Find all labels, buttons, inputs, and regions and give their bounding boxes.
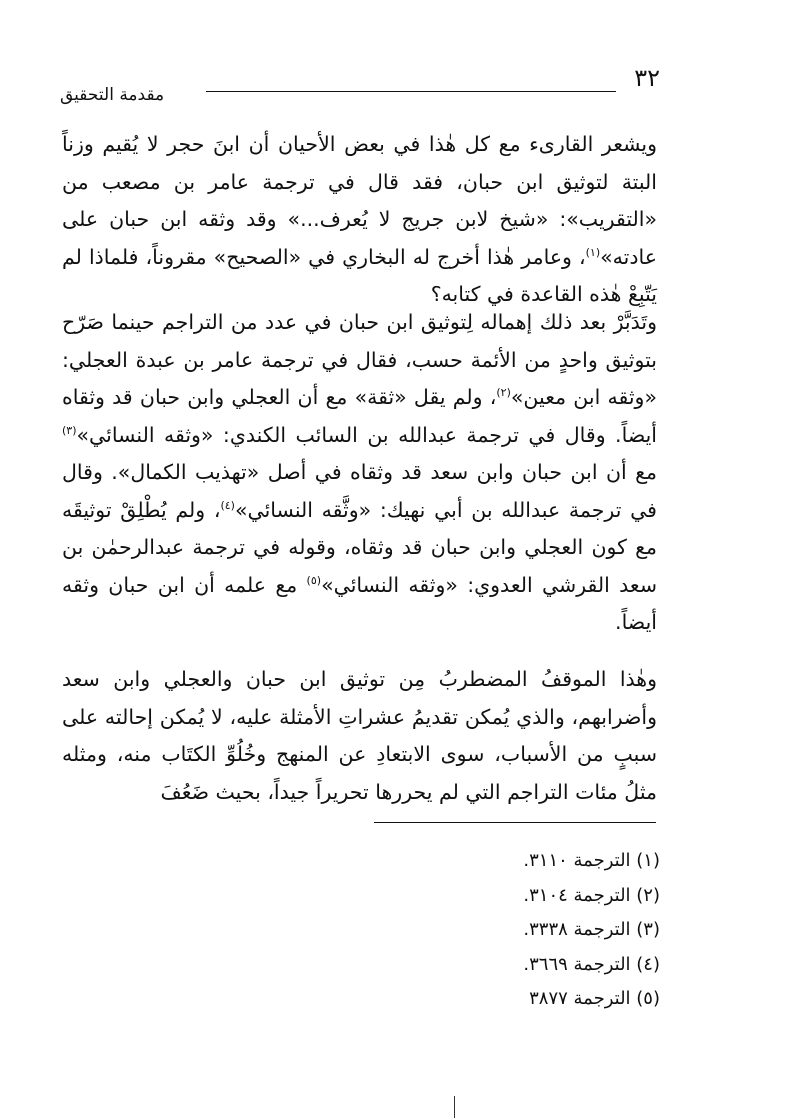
paragraph-1-text-a: ويشعر القارىء مع كل هٰذا في بعض الأحيان أن ابنَ حجر لا يُقيم وزناً البتة لتوثيق ابن حبان، فقد قال في ترجمة عامر بن مصعب من «التقريب»: «شيخ لابن جريج لا يُعرف...» وقد وثقه ابن حبان على عادته»	[62, 132, 657, 269]
page-number: ٣٢	[634, 64, 660, 92]
footnote-ref-1: (١)	[585, 245, 601, 259]
paragraph-2	[62, 304, 657, 642]
footnote-ref-5: (٥)	[306, 573, 322, 587]
paragraph-1-text-b: ، وعامر هٰذا أخرج له البخاري في «الصحيح» مقروناً، فلماذا لم يَتّبِعْ هٰذه القاعدة في كتابه؟	[62, 244, 657, 306]
footnote-separator	[374, 822, 656, 823]
footnote-ref-4: (٤)	[220, 498, 235, 512]
header-rule	[206, 91, 616, 92]
paragraph-2-text-e: مع علمه أن ابن حبان وثقه أيضاً.	[62, 572, 657, 634]
footnote-ref-2: (٢)	[496, 386, 511, 400]
paragraph-1	[62, 126, 657, 314]
running-title: مقدمة التحقيق	[60, 85, 165, 105]
footnote-5: (٥) الترجمة ٣٨٧٧	[529, 988, 660, 1009]
footnote-2: (٢) الترجمة ٣١٠٤.	[523, 884, 660, 906]
paragraph-3-text: وهٰذا الموقفُ المضطربُ مِن توثيق ابن حبان والعجلي وابن سعد وأضرابهم، والذي يُمكن تقديمُ عشراتِ الأمثلة عليه، لا يُمكن إحالته على سببٍ من الأسباب، سوى الابتعادِ عن المنهج وخُلُوِّ الكتَاب منه، ومثله مثلُ مئات التراجم التي لم يحررها تحريراً جيداً، بحيث ضَعُفَ	[62, 667, 657, 804]
scan-mark	[454, 1096, 455, 1118]
footnote-4: (٤) الترجمة ٣٦٦٩.	[523, 953, 660, 975]
paragraph-2-text-c: مع أن ابن حبان وابن سعد قد وثقاه في أصل «تهذيب الكمال». وقال في ترجمة عبدالله بن أبي نهيك: «وثَّقه النسائي»	[62, 460, 657, 522]
footnotes-list	[400, 844, 660, 1017]
footnote-3: (٣) الترجمة ٣٣٣٨.	[523, 919, 660, 940]
footnote-1: (١) الترجمة ٣١١٠.	[523, 850, 660, 871]
footnote-ref-3: (٣)	[62, 423, 77, 437]
paragraph-2-text-a: وتَدَبَّرْ بعد ذلك إهماله لِتوثيق ابن حبان في عدد من التراجم حينما صَرّح بتوثيق واحدٍ من الأئمة حسب، فقال في ترجمة عامر بن عبدة العجلي: «وثقه ابن معين»	[62, 310, 657, 409]
paragraph-3	[62, 661, 657, 811]
paragraph-2-text-d: ، ولم يُطْلِقْ توثيقَه مع كون العجلي وابن حبان قد وثقاه، وقوله في ترجمة عبدالرحمٰن بن سعد القرشي العدوي: «وثقه النسائي»	[62, 497, 657, 597]
page-header	[60, 64, 660, 104]
paragraph-2-text-b: ، ولم يقل «ثقة» مع أن العجلي وابن حبان قد وثقاه أيضاً. وقال في ترجمة عبدالله بن السائب الكندي: «وثقه النسائي»	[62, 385, 657, 447]
